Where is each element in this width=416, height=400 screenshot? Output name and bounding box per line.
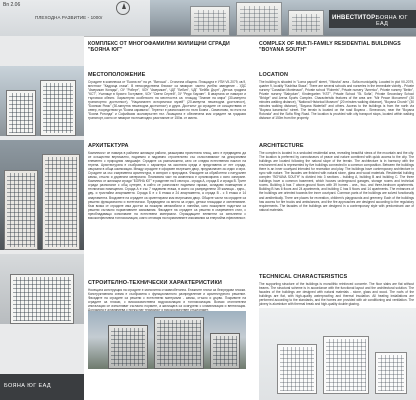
en-title-block: [259, 41, 414, 53]
bg-architecture-heading: АРХИТЕКТУРА: [88, 143, 129, 149]
developer-badge: [0, 374, 84, 400]
bg-structural-text: Носещата конструкция на сградите е монолитна стоманобетонна. Етажните плочи са безгредови плоски. Конструктивната схема е съобразена с функционалното разпределение и архитектурното решение. Фасадите на сградите са решени с естествени материали - камък, стъкло и дърво. Покривите на сградите са плоски, с висококачествена хидроизолация и топлоизолация. Всички отоплителни инсталации се изпълняват съгласно нормите, а жилищата са осигурени с климатизация и вентилация.: [88, 288, 246, 309]
investor-name: БОЯНА ЮГ ЕАД: [376, 15, 408, 27]
en-architecture-text: The complex is located in a secluded residential area, revealing beautiful views of the mountain and the city. The location is preferred by connoisseurs of peace and nature combined with quick access to the city. The buildings are located following the natural slope of the terrain. The architecture is in harmony with the environment and is represented by five buildings connected in a common composition. Between the buildings there is an inner courtyard intended for recreation and play. The buildings have contemporary architecture in sync with nature. The facades are finished with natural stone, glass and wood materials. Residential building complex "BOYANA SOUTH" is divided into 3 sections - building A, building B and building C. The three buildings have a common basement, which houses underground garages, storage rooms and technical rooms. Building A has 7 above-ground floors with 39 homes - one-, two- and three-bedroom apartments. Building B has 6 floors and 24 apartments, and building C has 5 floors and 14 apartments. The entrances of the buildings are oriented towards the inner courtyard. Common parts of the buildings are solved functionally and aesthetically. There are places for recreation, children's playgrounds and greenery. Each of the buildings has access for fire trucks and ambulances, and the fire approaches are designed according to the regulatory requirements. The facades of the buildings are designed in a contemporary style with predominant use of natural materials.: [259, 151, 414, 212]
render-image: [0, 140, 84, 250]
render-image: [0, 66, 84, 136]
bg-architecture-text: Комплексът се намира в районни жилищни райони, разширява проектната площ, като е предвидено да се осъществи вертикално, подземно и надземно строителство със съпоставимост на декоративни елементи с природния ландшафт. Сградите са разположени, като се следва естествения наклон на терена. Архитектурата е съобразена с характера на околната среда и представена от пет сгради, свързани в обща композиция. Между сградите е оформен вътрешен двор, предназначен за отдих и игри. Сградите са със съвременна архитектура, в синхрон с природата. Фасадите са обработени с натурален камък, стъкло и дървесни материали. Плановата част на комплекса е организирана с ясно зониране. Комплекс от жилищни сгради "БОЯНА ЮГ" е разделен на 5 сектора - сграда А, сграда Б и сграда В. Трите сгради разполагат с общ сутерен, в който се разполагат подземни гаражи, складови помещения и технически помещения. Сграда А е със 7 надземни етажа, в които са разпределени 39 жилища - едно-, дву- и тристайни апартаменти. Сграда Б е с 6 етажа и 24 апартамента, а сграда В - с 5 етажа и 14 апартамента. Входовете на сградите са ориентирани към вътрешния двор. Общите части на сградите са решени функционално и естетически. Предвидени са места за отдих, детски площадки и озеленяване. Към всяка от сградите има достъп за пожарни автомобили и линейки, като пожарните подстъпи са решени съгласно нормативните изисквания. Фасадите на сградите са решени в съвременен стил, с преобладаващо използване на естествени материали. Ограждащите елементи са изпълнени с високоефективна топлоизолация, която отговаря на нормативните изисквания за енергийна ефективност.: [88, 151, 246, 220]
top-banner: [0, 0, 416, 36]
render-image: [0, 254, 84, 324]
bg-title: КОМПЛЕКС ОТ МНОГОФАМИЛНИ ЖИЛИЩНИ СГРАДИ "БОЯНА ЮГ": [88, 41, 230, 54]
building-illustration: [190, 6, 230, 36]
investor-box: [329, 10, 416, 28]
en-technical-heading: TECHNICAL CHARACTERISTICS: [259, 274, 348, 280]
bg-location-text: Сградите в комплекса от "Бояна юг" на ул. "Витоша" - Столична община. Площадта е УПИ VII-2079, кв.9, местност "Кадрица стаза". В непосредствена близост са намират: частно учебно заведение - УДС "Американ Колидж", ОУ "Роберт", ЧОУ "Американ", ЧДГ "Бебин", ЧДГ "Бейби Дърн", Детска градина "КСТ", Училище в Кристи Гостуване, ЧОУ "Свети Сергей", ЗУ "Реди Хаузинг". В квартала се намират и търговски обекти. Характерни особености на местността са: площад "Знание на мира" (30-минутно транспортно достъпност), "Национален исторически музей" (20-минутна пешеходна достъпност), "Боянски Ромс" (30-минутна пешеходна достъпност) и други. Достъпът до сградите се осъществява от север, посредством ул."Бояна карамичо". Теренът е разположен по пътя Бояна - Симеоново, по пътя на "Бояна Ротонда" и Софийския околовръстен път. Локацията е обезпечена към сградите на градския транспорт, които се намират на пешеходно разстояние от 150м. от имота.: [88, 80, 246, 121]
en-technical-text: The supporting structure of the buildings is monolithic reinforced concrete. The floor slabs are flat without beams. The structural scheme is in accordance with the functional layout and the architectural solution. The facades of the buildings are designed with natural materials - stone, glass and wood. The roofs of the buildings are flat, with high-quality waterproofing and thermal insulation. All heating installations are performed according to the standards, and the homes are provided with air conditioning and ventilation. The joinery is aluminium with thermal break and high-quality double glazing.: [259, 282, 414, 307]
right-render-panel: [259, 308, 416, 400]
building-illustration: [236, 2, 282, 36]
en-title: COMPLEX OF MULTI-FAMILY RESIDENTIAL BUILDINGS "BOYANA SOUTH": [259, 41, 401, 54]
bottom-photo: [88, 311, 246, 369]
plot-label: ПЛЕХОДНА РАЗВИТИЕ - 1000г: [35, 15, 103, 20]
bg-location-heading: МЕСТОПОЛОЖЕНИЕ: [88, 72, 146, 78]
sheet-tag: Bn 2.06: [3, 2, 21, 8]
en-location-heading: LOCATION: [259, 72, 289, 78]
developer-name: БОЯНА ЮГ ЕАД: [4, 383, 51, 389]
bg-structural-heading: СТРОИТЕЛНО-ТЕХНИЧЕСКИ ХАРАКТЕРИСТИКИ: [88, 280, 222, 286]
compass-icon: [116, 1, 130, 15]
en-architecture-heading: ARCHITECTURE: [259, 143, 304, 149]
bg-title-block: [88, 41, 246, 53]
en-location-text: The building is situated in "Loma papurit" street, "Vitosha" area - Sofia municipality. Located in plot VII-2079, quarter 9, locality "Kadritsa Staza". There are several schools and nurseries in the immediate vicinity - Private nursery "Canadian Montessori", Private school "Roberts", Private nursery "Americo", Private nursery "Bebin", Private nursery "Babydurn", Kindergarten "KST", Private School "St. Sofia", Private Secondary School "Bridge" and Arena Sports Complex. Characteristic features of the area are: "Mir Peace Monument" (30 minutes walking distance), "National Historical Museum" (20 minutes walking distance), "Boyana Church" (30 minutes walking distance), "Boyana Waterfall" and others. Access to the buildings is from the north via "Boyana karamicho" street. The terrain is located on the road Boyana - Simeonovo, near the "Boyana Rotonda" and the Sofia Ring Road. The location is provided with city transport stops, located within walking distance of 150m from the property.: [259, 80, 414, 121]
investor-label: ИНВЕСТИТОР:: [332, 15, 378, 21]
building-illustration: [288, 10, 324, 36]
